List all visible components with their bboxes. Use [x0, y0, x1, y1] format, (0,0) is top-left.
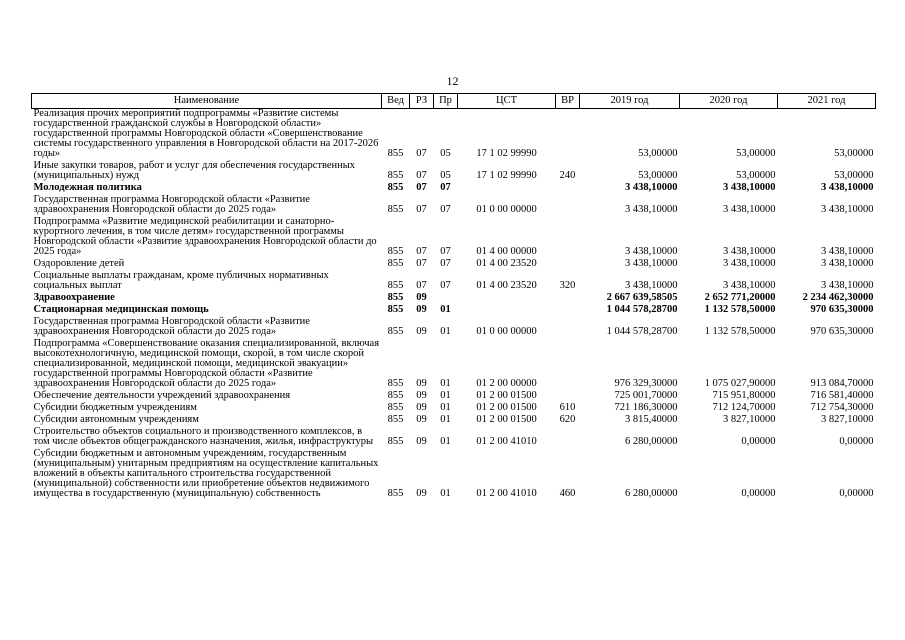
- row-pr: [434, 291, 458, 303]
- row-ved: 855: [387, 326, 404, 337]
- row-2021: 0,00000: [839, 488, 874, 499]
- row-2021: 3 438,10000: [821, 280, 874, 291]
- row-pr: 01: [440, 390, 451, 401]
- row-pr: 05: [440, 148, 451, 159]
- row-ved: 855: [387, 182, 404, 193]
- header-cst: ЦСТ: [458, 94, 556, 109]
- row-pr: 07: [440, 258, 451, 269]
- row-vr: [556, 109, 580, 160]
- row-2020: 0,00000: [741, 488, 776, 499]
- row-2020: 3 438,10000: [723, 258, 776, 269]
- table-header-row: [32, 94, 876, 109]
- row-pr: 07: [440, 182, 451, 193]
- budget-table: [31, 93, 876, 499]
- row-ved: 855: [387, 148, 404, 159]
- row-2020: 1 075 027,90000: [704, 378, 776, 389]
- row-2021: 3 438,10000: [821, 182, 874, 193]
- table-row: [32, 269, 876, 291]
- page-number: 12: [446, 74, 459, 88]
- row-rz: 07: [416, 182, 427, 193]
- header-pr: Пр: [434, 94, 458, 109]
- header-vr: ВР: [556, 94, 580, 109]
- row-rz: 09: [416, 390, 427, 401]
- row-rz: 09: [416, 414, 427, 425]
- row-2021: 716 581,40000: [810, 390, 874, 401]
- row-2019: 3 438,10000: [625, 182, 678, 193]
- row-2019: 3 438,10000: [625, 204, 678, 215]
- row-2021: 970 635,30000: [810, 326, 874, 337]
- table-row: [32, 159, 876, 181]
- row-pr: 01: [440, 378, 451, 389]
- row-2021: 53,00000: [834, 170, 874, 181]
- row-2020: 712 124,70000: [712, 402, 776, 413]
- row-rz: 07: [416, 258, 427, 269]
- row-ved: 855: [387, 390, 404, 401]
- row-vr: [556, 315, 580, 337]
- row-name: Государственная программа Новгородской области «Развитие здравоохранения Новгородской области до 2025 года»: [33, 194, 310, 215]
- row-ved: 855: [387, 402, 404, 413]
- row-rz: 07: [416, 280, 427, 291]
- row-cst: 17 1 02 99990: [476, 148, 537, 159]
- row-vr: 610: [559, 402, 576, 413]
- row-2020: 3 438,10000: [723, 204, 776, 215]
- row-2020: 53,00000: [736, 148, 776, 159]
- row-2020: 715 951,80000: [712, 390, 776, 401]
- row-2021: 970 635,30000: [810, 304, 874, 315]
- row-rz: 09: [416, 402, 427, 413]
- row-name: Субсидии автономным учреждениям: [33, 414, 199, 425]
- row-vr: [556, 291, 580, 303]
- row-2019: 6 280,00000: [625, 488, 678, 499]
- row-vr: [556, 215, 580, 257]
- row-name: Обеспечение деятельности учреждений здравоохранения: [33, 390, 291, 401]
- table-row: [32, 109, 876, 160]
- row-name: Субсидии бюджетным учреждениям: [33, 402, 197, 413]
- row-2021: 712 754,30000: [810, 402, 874, 413]
- table-row: [32, 257, 876, 269]
- row-pr: 01: [440, 436, 451, 447]
- row-cst: 01 2 00 00000: [476, 378, 537, 389]
- row-2019: 2 667 639,58505: [606, 292, 678, 303]
- row-2019: 976 329,30000: [614, 378, 678, 389]
- table-row: [32, 181, 876, 193]
- table-body: [32, 109, 876, 500]
- row-name: Государственная программа Новгородской области «Развитие здравоохранения Новгородской области до 2025 года»: [33, 316, 310, 337]
- row-ved: 855: [387, 378, 404, 389]
- row-ved: 855: [387, 258, 404, 269]
- row-ved: 855: [387, 246, 404, 257]
- row-cst: [458, 303, 556, 315]
- table-row: [32, 291, 876, 303]
- row-vr: [556, 181, 580, 193]
- row-vr: 460: [559, 488, 576, 499]
- row-2021: 3 827,10000: [821, 414, 874, 425]
- table-row: [32, 315, 876, 337]
- row-rz: 07: [416, 246, 427, 257]
- row-cst: 01 4 00 23520: [476, 280, 537, 291]
- row-vr: [556, 337, 580, 389]
- row-2020: 3 827,10000: [723, 414, 776, 425]
- table-row: [32, 401, 876, 413]
- row-rz: 07: [416, 204, 427, 215]
- row-name: Молодежная политика: [33, 182, 142, 193]
- row-2021: 3 438,10000: [821, 246, 874, 257]
- row-2019: 725 001,70000: [614, 390, 678, 401]
- row-rz: 09: [416, 436, 427, 447]
- row-pr: 01: [440, 304, 451, 315]
- row-rz: 09: [416, 488, 427, 499]
- row-pr: 01: [440, 326, 451, 337]
- row-ved: 855: [387, 304, 404, 315]
- header-2019: 2019 год: [580, 94, 680, 109]
- row-ved: 855: [387, 280, 404, 291]
- row-pr: 05: [440, 170, 451, 181]
- row-vr: [556, 257, 580, 269]
- row-name: Здравоохранение: [33, 292, 115, 303]
- row-2021: 3 438,10000: [821, 258, 874, 269]
- row-2020: 2 652 771,20000: [704, 292, 776, 303]
- row-2019: 3 438,10000: [625, 258, 678, 269]
- row-name: Субсидии бюджетным и автономным учреждениям, государственным (муниципальным) унитарным предприятиям на осуществление капитальных вложений в объекты капитального строительства государственной (муниципальной) собственности или приобретение объектов недвижимого имущества в государственную (муниципальную) собственность: [33, 448, 379, 499]
- row-2020: 3 438,10000: [723, 182, 776, 193]
- row-rz: 09: [416, 292, 427, 303]
- row-cst: 01 4 00 00000: [476, 246, 537, 257]
- row-rz: 07: [416, 170, 427, 181]
- row-pr: 01: [440, 402, 451, 413]
- header-rz: РЗ: [410, 94, 434, 109]
- row-2019: 3 438,10000: [625, 246, 678, 257]
- table-row: [32, 193, 876, 215]
- row-2019: 3 438,10000: [625, 280, 678, 291]
- row-rz: 07: [416, 148, 427, 159]
- table-row: [32, 425, 876, 447]
- row-name: Реализация прочих мероприятий подпрограммы «Развитие системы государственной гражданской службы в Новгородской области» государственной программы Новгородской области «Совершенствование системы государственного управления в Новгородской области на 2017-2026 годы»: [33, 108, 379, 159]
- row-pr: 01: [440, 488, 451, 499]
- row-2021: 913 084,70000: [810, 378, 874, 389]
- row-2020: 3 438,10000: [723, 246, 776, 257]
- row-2020: 3 438,10000: [723, 280, 776, 291]
- row-2020: 1 132 578,50000: [704, 304, 776, 315]
- row-name: Стационарная медицинская помощь: [33, 304, 209, 315]
- header-2021: 2021 год: [778, 94, 876, 109]
- row-2019: 6 280,00000: [625, 436, 678, 447]
- row-pr: 01: [440, 414, 451, 425]
- row-vr: 320: [559, 280, 576, 291]
- row-vr: [556, 303, 580, 315]
- row-cst: 01 2 00 01500: [476, 402, 537, 413]
- row-2019: 53,00000: [638, 148, 678, 159]
- row-name: Подпрограмма «Развитие медицинской реабилитации и санаторно-курортного лечения, в том числе детям» государственной программы Новгородской области «Развитие здравоохранения Новгородской области до 2025 года»: [33, 216, 377, 257]
- header-name: Наименование: [32, 94, 382, 109]
- row-cst: 01 2 00 01500: [476, 390, 537, 401]
- row-name: Иные закупки товаров, работ и услуг для обеспечения государственных (муниципальных) нужд: [33, 160, 356, 181]
- row-cst: 01 2 00 41010: [476, 436, 537, 447]
- row-2021: 2 234 462,30000: [802, 292, 874, 303]
- row-2021: 53,00000: [834, 148, 874, 159]
- row-vr: [556, 389, 580, 401]
- table-row: [32, 389, 876, 401]
- row-2019: 721 186,30000: [614, 402, 678, 413]
- row-cst: 01 4 00 23520: [476, 258, 537, 269]
- row-ved: 855: [387, 292, 404, 303]
- header-ved: Вед: [382, 94, 410, 109]
- row-pr: 07: [440, 280, 451, 291]
- row-name: Подпрограмма «Совершенствование оказания специализированной, включая высокотехнологичную, медицинской помощи, скорой, в том числе скорой специализированной, медицинской помощи, медицинской эвакуации» государственной программы Новгородской области «Развитие здравоохранения Новгородской области до 2025 года»: [33, 338, 380, 389]
- row-cst: [458, 181, 556, 193]
- header-2020: 2020 год: [680, 94, 778, 109]
- row-vr: 620: [559, 414, 576, 425]
- row-vr: [556, 193, 580, 215]
- row-cst: 17 1 02 99990: [476, 170, 537, 181]
- row-ved: 855: [387, 414, 404, 425]
- row-ved: 855: [387, 204, 404, 215]
- row-ved: 855: [387, 170, 404, 181]
- table-row: [32, 413, 876, 425]
- row-rz: 09: [416, 326, 427, 337]
- row-cst: 01 0 00 00000: [476, 204, 537, 215]
- row-cst: 01 2 00 01500: [476, 414, 537, 425]
- row-2021: 3 438,10000: [821, 204, 874, 215]
- table-row: [32, 447, 876, 499]
- row-ved: 855: [387, 488, 404, 499]
- table-row: [32, 303, 876, 315]
- row-pr: 07: [440, 246, 451, 257]
- row-rz: 09: [416, 378, 427, 389]
- row-cst: [458, 291, 556, 303]
- row-ved: 855: [387, 436, 404, 447]
- row-name: Оздоровление детей: [33, 258, 125, 269]
- row-name: Строительство объектов социального и производственного комплексов, в том числе объектов общегражданского назначения, жилья, инфраструктуры: [33, 426, 374, 447]
- row-2019: 1 044 578,28700: [606, 326, 678, 337]
- row-name: Социальные выплаты гражданам, кроме публичных нормативных социальных выплат: [33, 270, 329, 291]
- row-vr: [556, 425, 580, 447]
- row-2019: 3 815,40000: [625, 414, 678, 425]
- row-2019: 1 044 578,28700: [606, 304, 678, 315]
- row-vr: 240: [559, 170, 576, 181]
- row-2019: 53,00000: [638, 170, 678, 181]
- row-cst: 01 0 00 00000: [476, 326, 537, 337]
- table-row: [32, 215, 876, 257]
- row-pr: 07: [440, 204, 451, 215]
- row-2020: 53,00000: [736, 170, 776, 181]
- row-rz: 09: [416, 304, 427, 315]
- row-2021: 0,00000: [839, 436, 874, 447]
- row-2020: 0,00000: [741, 436, 776, 447]
- row-cst: 01 2 00 41010: [476, 488, 537, 499]
- row-2020: 1 132 578,50000: [704, 326, 776, 337]
- table-row: [32, 337, 876, 389]
